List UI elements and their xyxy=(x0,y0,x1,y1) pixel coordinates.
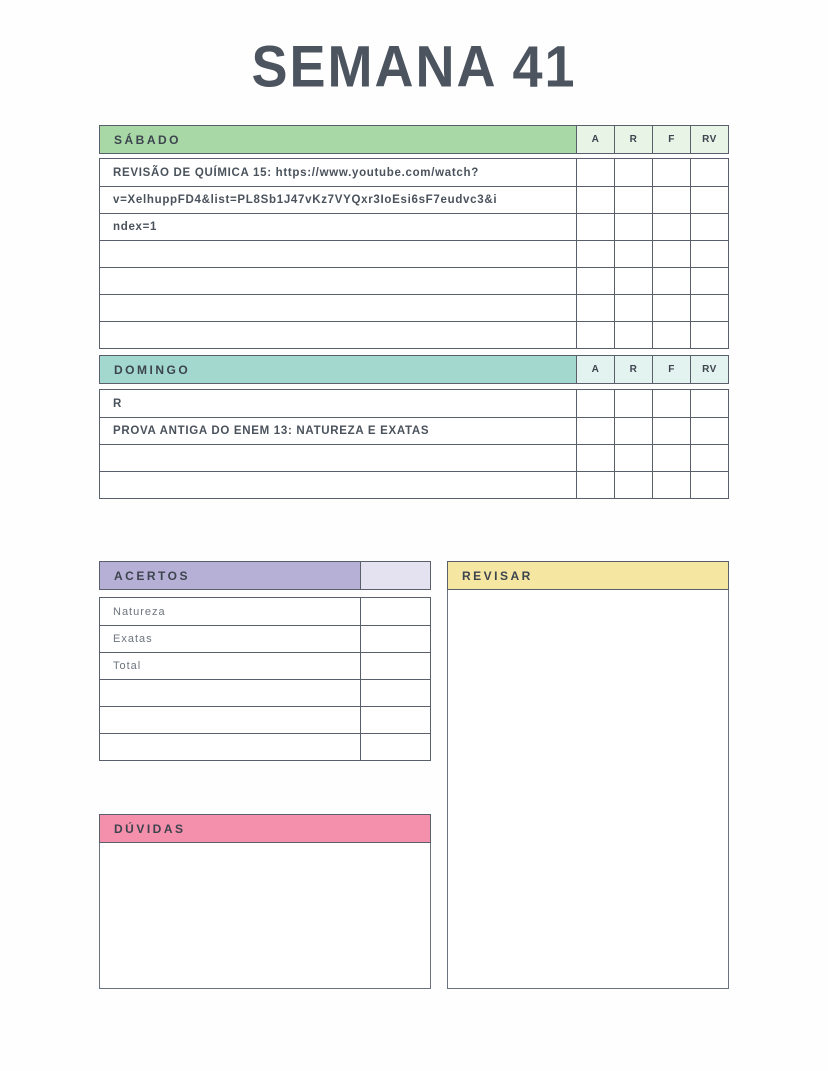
mark-cell-r xyxy=(614,268,652,294)
task-text xyxy=(100,322,576,348)
mark-cell-a xyxy=(576,472,614,498)
mark-cell-rv xyxy=(690,472,728,498)
score-label: Total xyxy=(113,660,142,672)
score-label: Natureza xyxy=(113,605,166,618)
task-text: ndex=1 xyxy=(113,221,158,233)
score-value-cell xyxy=(360,598,430,625)
task-text: R xyxy=(113,397,123,410)
task-text xyxy=(100,241,576,267)
mark-cell-f xyxy=(652,268,690,294)
column-header-a: A xyxy=(576,126,614,153)
duvidas-header: DÚVIDAS xyxy=(99,814,431,843)
spacer xyxy=(99,590,431,597)
task-text xyxy=(100,295,576,321)
mark-cell-f xyxy=(652,241,690,267)
task-row xyxy=(100,294,728,321)
mark-cell-a xyxy=(576,445,614,471)
mark-cell-r xyxy=(614,295,652,321)
column-header-a: A xyxy=(576,356,614,383)
acertos-table xyxy=(99,561,431,761)
score-row xyxy=(100,652,430,679)
saturday-rows xyxy=(99,158,729,349)
mark-cell-f xyxy=(652,472,690,498)
task-row xyxy=(100,471,728,498)
task-text xyxy=(100,472,576,498)
score-row xyxy=(100,706,430,733)
task-row xyxy=(100,390,728,417)
mark-cell-r xyxy=(614,445,652,471)
mark-cell-r xyxy=(614,187,652,213)
task-row xyxy=(100,213,728,240)
mark-cell-f xyxy=(652,390,690,417)
sunday-rows xyxy=(99,389,729,499)
mark-cell-r xyxy=(614,241,652,267)
task-text: REVISÃO DE QUÍMICA 15: https://www.youtube.com/watch? xyxy=(113,166,479,179)
acertos-label: ACERTOS xyxy=(100,562,360,589)
score-row xyxy=(100,625,430,652)
mark-cell-rv xyxy=(690,295,728,321)
mark-cell-rv xyxy=(690,390,728,417)
duvidas-notes-area xyxy=(99,843,431,989)
mark-cell-rv xyxy=(690,418,728,444)
acertos-rows xyxy=(99,597,431,761)
duvidas-box xyxy=(99,814,431,989)
score-label xyxy=(100,707,360,733)
mark-cell-f xyxy=(652,418,690,444)
mark-cell-f xyxy=(652,159,690,186)
acertos-value-header xyxy=(360,562,430,589)
task-row xyxy=(100,417,728,444)
weekend-schedule-table xyxy=(99,125,729,499)
mark-cell-a xyxy=(576,268,614,294)
score-label xyxy=(100,734,360,760)
column-header-f: F xyxy=(652,126,690,153)
mark-cell-f xyxy=(652,322,690,348)
mark-cell-rv xyxy=(690,187,728,213)
mark-cell-a xyxy=(576,390,614,417)
mark-cell-rv xyxy=(690,322,728,348)
task-row xyxy=(100,444,728,471)
mark-cell-r xyxy=(614,322,652,348)
mark-cell-a xyxy=(576,241,614,267)
score-value-cell xyxy=(360,626,430,652)
mark-cell-a xyxy=(576,159,614,186)
column-header-rv: RV xyxy=(690,356,728,383)
task-row xyxy=(100,267,728,294)
score-value-cell xyxy=(360,680,430,706)
column-header-rv: RV xyxy=(690,126,728,153)
mark-cell-f xyxy=(652,187,690,213)
mark-cell-rv xyxy=(690,268,728,294)
mark-cell-f xyxy=(652,295,690,321)
mark-cell-rv xyxy=(690,159,728,186)
mark-cell-r xyxy=(614,159,652,186)
mark-cell-r xyxy=(614,418,652,444)
task-row xyxy=(100,321,728,348)
score-row xyxy=(100,679,430,706)
task-text xyxy=(100,445,576,471)
mark-cell-a xyxy=(576,322,614,348)
saturday-label: SÁBADO xyxy=(100,126,576,153)
revisar-box xyxy=(447,561,729,989)
column-header-f: F xyxy=(652,356,690,383)
sunday-header-row xyxy=(99,355,729,384)
acertos-header-row xyxy=(99,561,431,590)
task-row xyxy=(100,159,728,186)
score-value-cell xyxy=(360,653,430,679)
score-row xyxy=(100,598,430,625)
mark-cell-a xyxy=(576,418,614,444)
score-label: Exatas xyxy=(113,633,153,645)
sunday-label: DOMINGO xyxy=(100,356,576,383)
column-header-r: R xyxy=(614,356,652,383)
mark-cell-r xyxy=(614,472,652,498)
task-text: v=XelhuppFD4&list=PL8Sb1J47vKz7VYQxr3IoEsi6sF7eudvc3&i xyxy=(113,194,498,206)
mark-cell-a xyxy=(576,214,614,240)
score-row xyxy=(100,733,430,760)
mark-cell-rv xyxy=(690,214,728,240)
task-text: PROVA ANTIGA DO ENEM 13: NATUREZA E EXATAS xyxy=(113,425,430,437)
task-text xyxy=(100,268,576,294)
column-header-r: R xyxy=(614,126,652,153)
mark-cell-f xyxy=(652,214,690,240)
task-row xyxy=(100,240,728,267)
mark-cell-a xyxy=(576,187,614,213)
page-title: SEMANA 41 xyxy=(251,34,577,100)
mark-cell-r xyxy=(614,214,652,240)
saturday-header-row xyxy=(99,125,729,154)
task-row xyxy=(100,186,728,213)
mark-cell-rv xyxy=(690,241,728,267)
score-label xyxy=(100,680,360,706)
score-value-cell xyxy=(360,707,430,733)
mark-cell-f xyxy=(652,445,690,471)
revisar-header: REVISAR xyxy=(447,561,729,590)
mark-cell-r xyxy=(614,390,652,417)
mark-cell-rv xyxy=(690,445,728,471)
revisar-notes-area xyxy=(447,590,729,989)
mark-cell-a xyxy=(576,295,614,321)
score-value-cell xyxy=(360,734,430,760)
